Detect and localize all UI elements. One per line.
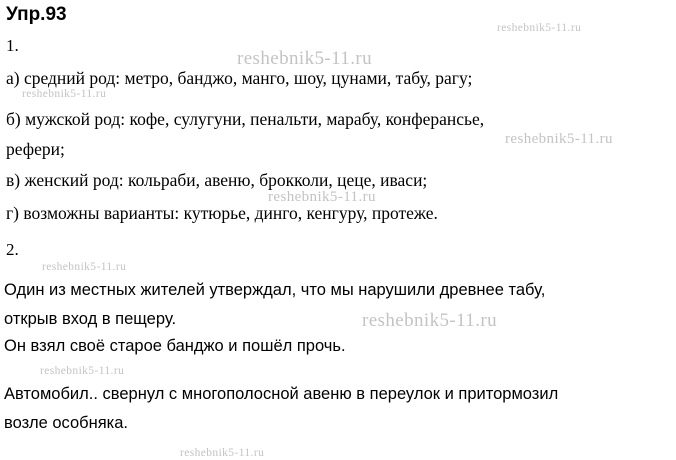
section-number-1: 1. [6, 36, 19, 55]
text-line: Автомобил.. свернул с многополосной авеню в переулок и притормозил [4, 385, 559, 403]
watermark: reshebnik5-11.ru [40, 365, 125, 377]
watermark: reshebnik5-11.ru [237, 48, 372, 69]
watermark: reshebnik5-11.ru [362, 310, 497, 331]
text-line: Один из местных жителей утверждал, что мы нарушили древнее табу, [4, 281, 546, 299]
text-line: Он взял своё старое банджо и пошёл прочь. [4, 337, 346, 355]
text-line: в) женский род: кольраби, авеню, брокколи, цеце, иваси; [6, 170, 428, 190]
text-line: рефери; [6, 139, 65, 159]
section-number-2: 2. [6, 240, 19, 259]
text-line: г) возможны варианты: кутюрье, динго, кенгуру, протеже. [6, 203, 438, 223]
text-line: возле особняка. [4, 414, 128, 432]
text-line: открыв вход в пещеру. [4, 310, 177, 328]
watermark: reshebnik5-11.ru [180, 447, 265, 459]
watermark: reshebnik5-11.ru [22, 88, 107, 100]
watermark: reshebnik5-11.ru [268, 189, 376, 205]
text-line: б) мужской род: кофе, сулугуни, пенальти, марабу, конферансье, [6, 109, 485, 129]
watermark: reshebnik5-11.ru [42, 261, 127, 273]
text-line: а) средний род: метро, банджо, манго, шоу, цунами, табу, рагу; [6, 68, 473, 88]
watermark: reshebnik5-11.ru [505, 131, 613, 147]
watermark: reshebnik5-11.ru [497, 22, 582, 34]
page-title: Упр.93 [6, 4, 67, 25]
